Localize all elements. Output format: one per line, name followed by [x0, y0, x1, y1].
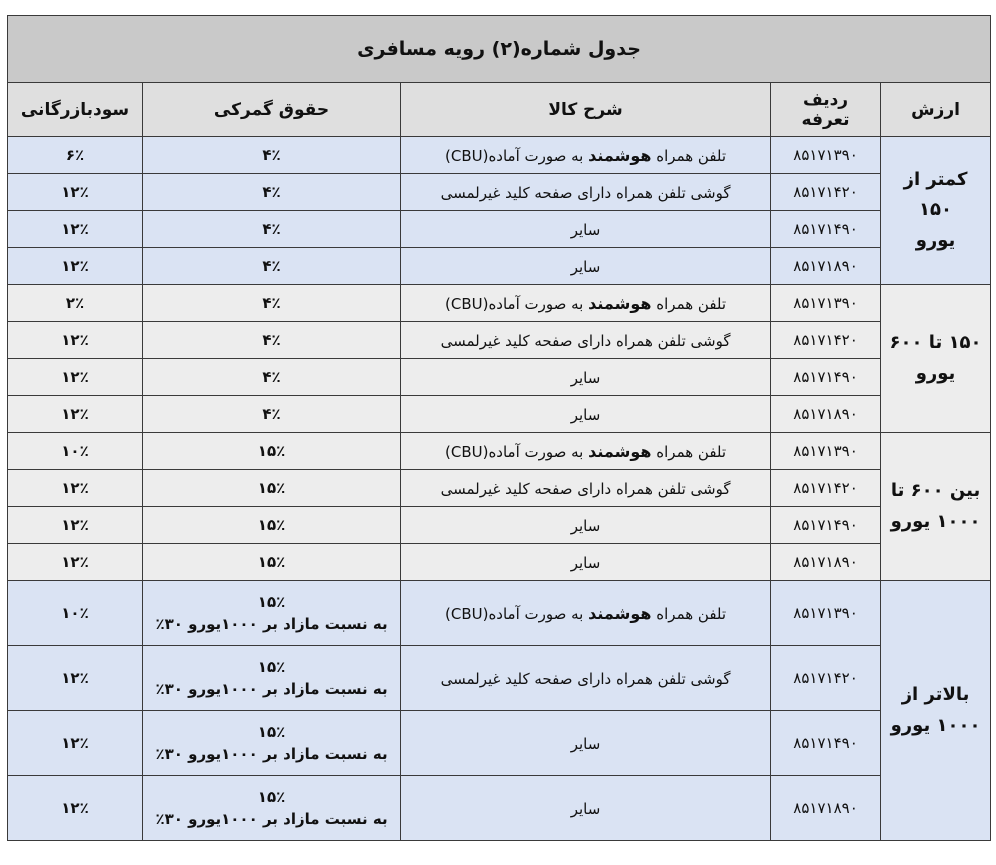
header-tariff: ردیف تعرفه [771, 83, 881, 137]
item-description [401, 581, 771, 646]
table-title: جدول شماره(۲) رویه مسافری [8, 16, 991, 83]
table-row [8, 581, 991, 646]
desc-text: سایر [570, 734, 601, 753]
customs-note: به نسبت مازاد بر ۱۰۰۰یورو ۳۰٪ [155, 680, 388, 698]
tariff-code: ۸۵۱۷۱۸۹۰ [771, 396, 881, 433]
tariff-code: ۸۵۱۷۱۴۹۰ [771, 507, 881, 544]
tariff-code: ۸۵۱۷۱۳۹۰ [771, 285, 881, 322]
item-description [401, 359, 771, 396]
table-row [8, 359, 991, 396]
desc-bold: هوشمند [588, 603, 652, 623]
commercial-profit: ۱۲٪ [8, 470, 143, 507]
desc-text: گوشی تلفن همراه دارای صفحه کلید غیرلمسی [440, 479, 731, 498]
tariff-table [7, 15, 991, 841]
commercial-profit: ۶٪ [8, 137, 143, 174]
item-description [401, 544, 771, 581]
commercial-profit: ۱۲٪ [8, 776, 143, 841]
header-description: شرح کالا [401, 83, 771, 137]
table-row [8, 544, 991, 581]
desc-bold: هوشمند [588, 145, 652, 165]
desc-text: سایر [570, 405, 601, 424]
item-description [401, 711, 771, 776]
table-row [8, 433, 991, 470]
desc-suffix: به صورت آماده(CBU) [444, 442, 589, 461]
item-description [401, 174, 771, 211]
table-row [8, 711, 991, 776]
item-description [401, 396, 771, 433]
table-body [8, 137, 991, 841]
item-description [401, 322, 771, 359]
table-row [8, 396, 991, 433]
customs-duty: ۱۵٪ [143, 507, 401, 544]
value-range-line1: ۱۵۰ تا ۶۰۰ [889, 331, 982, 353]
item-description [401, 211, 771, 248]
value-range-line1: بالاتر از [901, 683, 970, 705]
table-row [8, 248, 991, 285]
desc-text: تلفن همراه [651, 442, 727, 461]
desc-text: سایر [570, 799, 601, 818]
commercial-profit: ۲٪ [8, 285, 143, 322]
value-range-line1: بین ۶۰۰ تا [890, 479, 981, 501]
commercial-profit: ۱۲٪ [8, 174, 143, 211]
value-range-cell [881, 433, 991, 581]
commercial-profit: ۱۲٪ [8, 507, 143, 544]
desc-bold: هوشمند [588, 293, 652, 313]
desc-text: سایر [570, 516, 601, 535]
item-description [401, 137, 771, 174]
desc-text: گوشی تلفن همراه دارای صفحه کلید غیرلمسی [440, 331, 731, 350]
customs-duty: ۱۵٪ [143, 470, 401, 507]
tariff-code: ۸۵۱۷۱۴۹۰ [771, 359, 881, 396]
desc-text: گوشی تلفن همراه دارای صفحه کلید غیرلمسی [440, 669, 731, 688]
tariff-code: ۸۵۱۷۱۴۲۰ [771, 322, 881, 359]
table-row [8, 285, 991, 322]
value-range-cell [881, 137, 991, 285]
customs-duty: ۴٪ [143, 211, 401, 248]
tariff-code: ۸۵۱۷۱۴۹۰ [771, 211, 881, 248]
value-range-line2: یورو [915, 229, 956, 251]
customs-duty: ۴٪ [143, 396, 401, 433]
commercial-profit: ۱۲٪ [8, 646, 143, 711]
commercial-profit: ۱۲٪ [8, 359, 143, 396]
desc-text: سایر [570, 368, 601, 387]
item-description [401, 646, 771, 711]
table-row [8, 776, 991, 841]
desc-text: سایر [570, 553, 601, 572]
commercial-profit: ۱۲٪ [8, 544, 143, 581]
customs-duty: ۴٪ [143, 359, 401, 396]
commercial-profit: ۱۲٪ [8, 248, 143, 285]
desc-text: گوشی تلفن همراه دارای صفحه کلید غیرلمسی [440, 183, 731, 202]
commercial-profit: ۱۰٪ [8, 581, 143, 646]
item-description [401, 470, 771, 507]
header-commercial: سودبازرگانی [8, 83, 143, 137]
customs-duty: ۴٪ [143, 174, 401, 211]
desc-text: تلفن همراه [651, 146, 727, 165]
tariff-code: ۸۵۱۷۱۴۲۰ [771, 646, 881, 711]
table-row [8, 322, 991, 359]
table-row [8, 174, 991, 211]
tariff-code: ۸۵۱۷۱۳۹۰ [771, 137, 881, 174]
table-row [8, 646, 991, 711]
desc-suffix: به صورت آماده(CBU) [444, 294, 589, 313]
item-description [401, 507, 771, 544]
commercial-profit: ۱۲٪ [8, 396, 143, 433]
customs-rate: ۱۵٪ [257, 658, 286, 676]
table-row [8, 470, 991, 507]
customs-duty: ۴٪ [143, 137, 401, 174]
tariff-code: ۸۵۱۷۱۸۹۰ [771, 776, 881, 841]
commercial-profit: ۱۲٪ [8, 711, 143, 776]
commercial-profit: ۱۲٪ [8, 211, 143, 248]
desc-suffix: به صورت آماده(CBU) [444, 146, 589, 165]
tariff-code: ۸۵۱۷۱۳۹۰ [771, 433, 881, 470]
value-range-line2: یورو [915, 362, 956, 384]
customs-duty [143, 581, 401, 646]
customs-rate: ۱۵٪ [257, 723, 286, 741]
header-value: ارزش [881, 83, 991, 137]
customs-note: به نسبت مازاد بر ۱۰۰۰یورو ۳۰٪ [155, 745, 388, 763]
tariff-code: ۸۵۱۷۱۸۹۰ [771, 248, 881, 285]
customs-rate: ۱۵٪ [257, 788, 286, 806]
desc-text: سایر [570, 257, 601, 276]
table-row [8, 137, 991, 174]
customs-duty [143, 646, 401, 711]
customs-rate: ۱۵٪ [257, 593, 286, 611]
tariff-code: ۸۵۱۷۱۴۹۰ [771, 711, 881, 776]
table-row [8, 211, 991, 248]
item-description [401, 285, 771, 322]
value-range-line2: ۱۰۰۰ یورو [890, 714, 981, 736]
customs-duty [143, 776, 401, 841]
table-row [8, 507, 991, 544]
value-range-line1: کمتر از ۱۵۰ [903, 168, 968, 221]
desc-text: تلفن همراه [651, 294, 727, 313]
desc-bold: هوشمند [588, 441, 652, 461]
item-description [401, 248, 771, 285]
value-range-cell [881, 285, 991, 433]
customs-duty [143, 711, 401, 776]
desc-suffix: به صورت آماده(CBU) [444, 604, 589, 623]
commercial-profit: ۱۰٪ [8, 433, 143, 470]
customs-duty: ۱۵٪ [143, 544, 401, 581]
value-range-cell [881, 581, 991, 841]
customs-note: به نسبت مازاد بر ۱۰۰۰یورو ۳۰٪ [155, 810, 388, 828]
customs-duty: ۴٪ [143, 248, 401, 285]
customs-duty: ۴٪ [143, 322, 401, 359]
customs-duty: ۴٪ [143, 285, 401, 322]
item-description [401, 433, 771, 470]
customs-note: به نسبت مازاد بر ۱۰۰۰یورو ۳۰٪ [155, 615, 388, 633]
customs-duty: ۱۵٪ [143, 433, 401, 470]
header-customs: حقوق گمرکی [143, 83, 401, 137]
tariff-code: ۸۵۱۷۱۴۲۰ [771, 470, 881, 507]
item-description [401, 776, 771, 841]
tariff-code: ۸۵۱۷۱۸۹۰ [771, 544, 881, 581]
desc-text: سایر [570, 220, 601, 239]
value-range-line2: ۱۰۰۰ یورو [890, 510, 981, 532]
commercial-profit: ۱۲٪ [8, 322, 143, 359]
tariff-code: ۸۵۱۷۱۳۹۰ [771, 581, 881, 646]
tariff-code: ۸۵۱۷۱۴۲۰ [771, 174, 881, 211]
desc-text: تلفن همراه [651, 604, 727, 623]
